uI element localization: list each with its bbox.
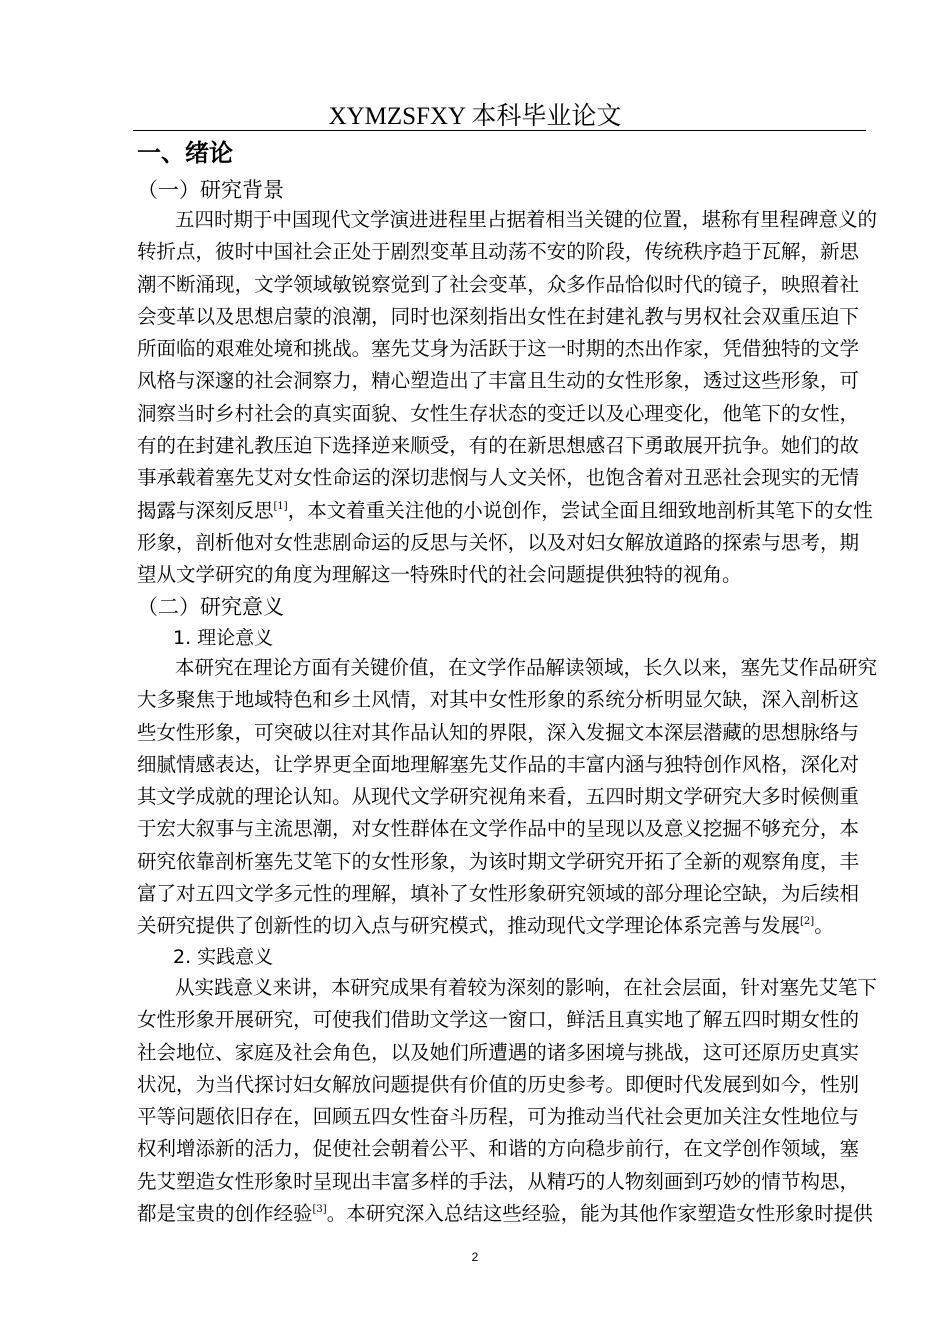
subsection-heading-practical: 2. 实践意义 bbox=[173, 946, 274, 968]
text-line: 些女性形象，可突破以往对其作品认知的界限，深入发掘文本深层潜藏的思想脉络与 bbox=[137, 720, 859, 744]
text-line: 富了对五四文学多元性的理解，填补了女性形象研究领域的部分理论空缺，为后续相 bbox=[137, 882, 859, 906]
text-line: 研究依靠剖析塞先艾笔下的女性形象，为该时期文学研究开拓了全新的观察角度，丰 bbox=[137, 849, 859, 873]
text-line: 形象，剖析他对女性悲剧命运的反思与关怀，以及对妇女解放道路的探索与思考，期 bbox=[137, 530, 859, 554]
text-line: 权利增添新的活力，促使社会朝着公平、和谐的方向稳步前行，在文学创作领域，塞 bbox=[137, 1137, 859, 1161]
citation-ref: [1] bbox=[273, 500, 288, 512]
text-line: 五四时期于中国现代文学演进进程里占据着相当关键的位置，堪称有里程碑意义的 bbox=[175, 208, 878, 231]
paragraph-practical bbox=[137, 972, 878, 1230]
section-heading-significance: （二）研究意义 bbox=[137, 595, 284, 619]
page-header-title: XYMZSFXY 本科毕业论文 bbox=[328, 103, 622, 130]
subsection-heading-theoretical: 1. 理论意义 bbox=[173, 627, 274, 649]
text-line: 转折点，彼时中国社会正处于剧烈变革且动荡不安的阶段，传统秩序趋于瓦解，新思 bbox=[137, 240, 859, 264]
text-line: 女性形象开展研究，可使我们借助文学这一窗口，鲜活且真实地了解五四时期女性的 bbox=[137, 1008, 859, 1032]
text-line: 会变革以及思想启蒙的浪潮，同时也深刻指出女性在封建礼教与男权社会双重压迫下 bbox=[137, 304, 859, 328]
text-segment: ，本文着重关注他的小说创作，尝试全面且细致地剖析其笔下的女性 bbox=[287, 498, 873, 522]
text-line: 望从文学研究的角度为理解这一特殊时代的社会问题提供独特的视角。 bbox=[137, 563, 742, 587]
paragraph-background bbox=[137, 204, 878, 592]
text-line: 平等问题依旧存在，回顾五四女性奋斗历程，可为推动当代社会更加关注女性地位与 bbox=[137, 1105, 859, 1129]
page-number: 2 bbox=[471, 1250, 479, 1264]
text-line bbox=[137, 910, 859, 942]
chapter-heading: 一、绪论 bbox=[137, 139, 233, 167]
text-line: 细腻情感表达，让学界更全面地理解塞先艾作品的丰富内涵与独特创作风格，深化对 bbox=[137, 752, 859, 776]
text-line: 事承载着塞先艾对女性命运的深切悲悯与人文关怀，也饱含着对丑恶社会现实的无情 bbox=[137, 466, 859, 490]
text-line: 风格与深邃的社会洞察力，精心塑造出了丰富且生动的女性形象，透过这些形象，可 bbox=[137, 369, 859, 393]
text-segment: 关研究提供了创新性的切入点与研究模式，推动现代文学理论体系完善与发展 bbox=[137, 914, 801, 938]
text-line: 状况，为当代探讨妇女解放问题提供有价值的历史参考。即便时代发展到如今，性别 bbox=[137, 1072, 859, 1096]
text-line: 有的在封建礼教压迫下选择逆来顺受，有的在新思想感召下勇敢展开抗争。她们的故 bbox=[137, 434, 859, 458]
text-line: 所面临的艰难处境和挑战。塞先艾身为活跃于这一时期的杰出作家，凭借独特的文学 bbox=[137, 337, 859, 361]
paragraph-theoretical bbox=[137, 652, 878, 943]
text-line: 其文学成就的理论认知。从现代文学研究视角来看，五四时期文学研究大多时候侧重 bbox=[137, 785, 859, 809]
citation-ref: [2] bbox=[800, 916, 815, 928]
citation-ref: [3] bbox=[312, 1204, 327, 1216]
text-segment: 都是宝贵的创作经验 bbox=[137, 1202, 313, 1226]
text-segment: 。本研究深入总结这些经验，能为其他作家塑造女性形象时提供 bbox=[326, 1202, 873, 1226]
text-line: 大多聚焦于地域特色和乡土风情，对其中女性形象的系统分析明显欠缺，深入剖析这 bbox=[137, 688, 859, 712]
text-line bbox=[137, 495, 873, 527]
text-line: 潮不断涌现，文学领域敏锐察觉到了社会变革，众多作品恰似时代的镜子，映照着社 bbox=[137, 272, 859, 296]
text-line bbox=[137, 1198, 873, 1230]
text-line: 先艾塑造女性形象时呈现出丰富多样的手法，从精巧的人物刻画到巧妙的情节构思， bbox=[137, 1169, 859, 1193]
text-line: 洞察当时乡村社会的真实面貌、女性生存状态的变迁以及心理变化，他笔下的女性， bbox=[137, 401, 859, 425]
text-line: 社会地位、家庭及社会角色，以及她们所遭遇的诸多困境与挑战，这可还原历史真实 bbox=[137, 1040, 859, 1064]
text-segment: 。 bbox=[814, 914, 834, 938]
section-heading-background: （一）研究背景 bbox=[137, 178, 284, 202]
text-line: 于宏大叙事与主流思潮，对女性群体在文学作品中的呈现以及意义挖掘不够充分，本 bbox=[137, 817, 859, 841]
header-rule bbox=[133, 130, 866, 131]
text-segment: 揭露与深刻反思 bbox=[137, 498, 274, 522]
text-line: 从实践意义来讲，本研究成果有着较为深刻的影响，在社会层面，针对塞先艾笔下 bbox=[175, 976, 878, 999]
text-line: 本研究在理论方面有关键价值，在文学作品解读领域，长久以来，塞先艾作品研究 bbox=[175, 656, 878, 679]
